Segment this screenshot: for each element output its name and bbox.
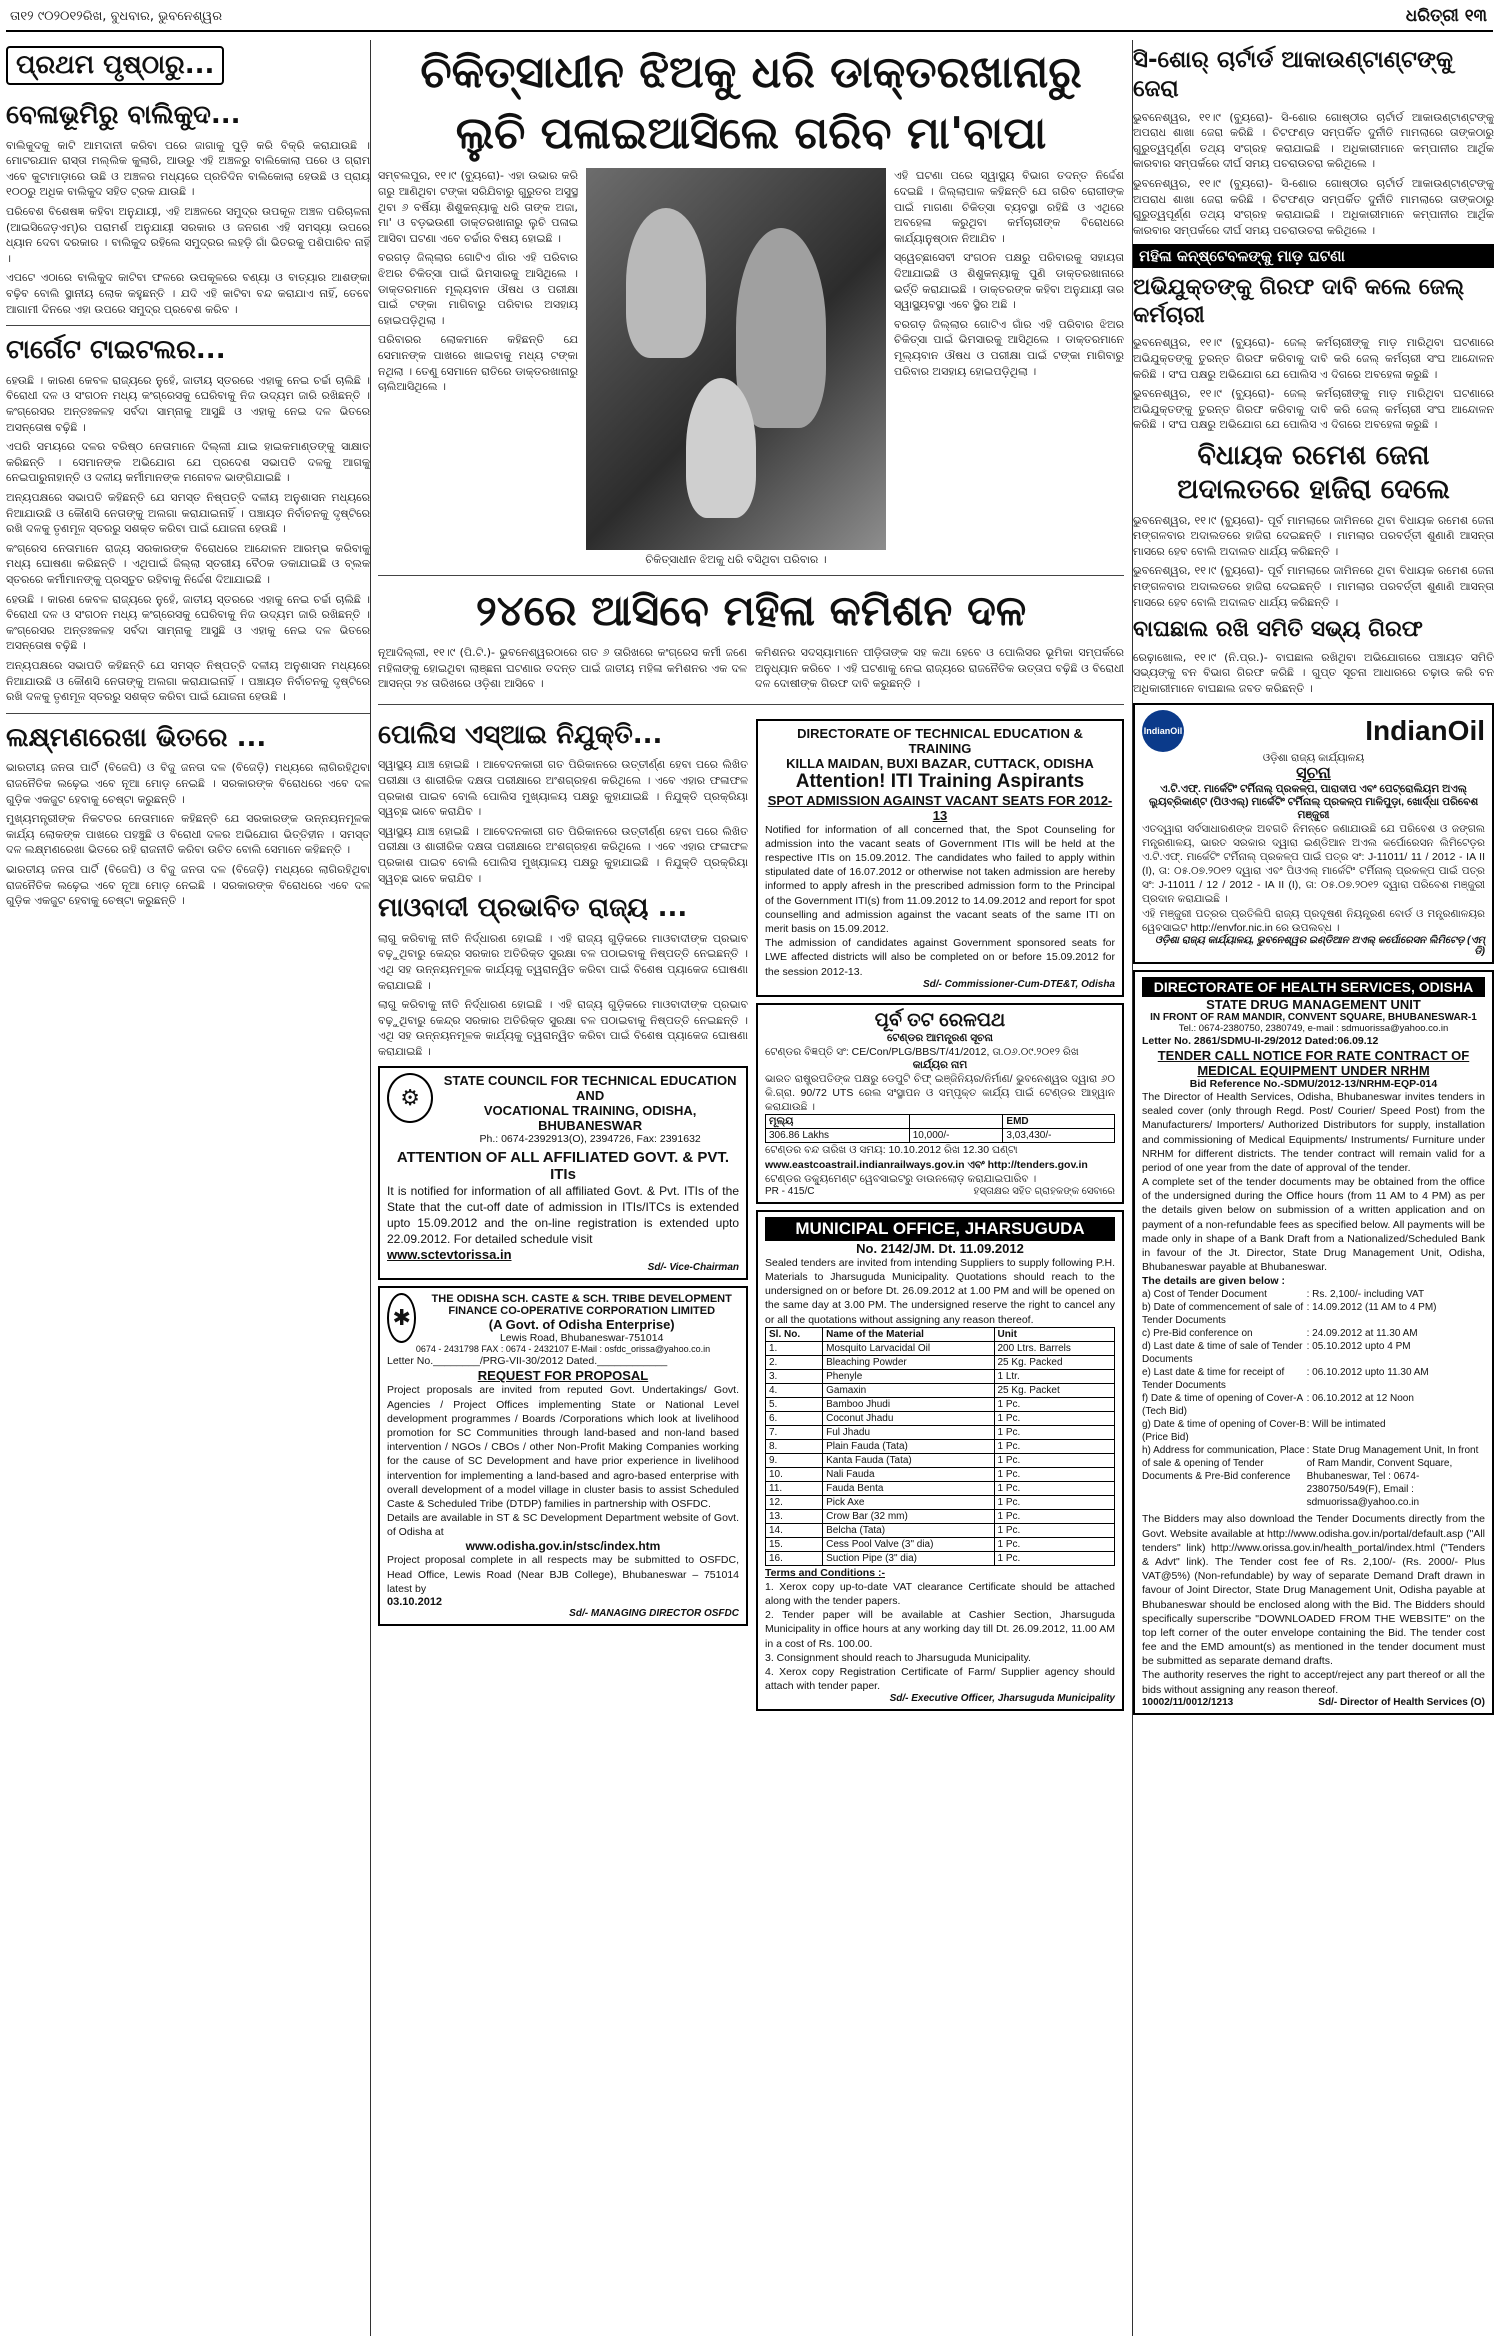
table-cell-unit: 200 Ltrs. Barrels [994,1341,1115,1355]
ecor-foot: ହସ୍ତାକ୍ଷର ସହିତ ଗ୍ରାହକଙ୍କ ସେବାରେ [973,1185,1115,1197]
detail-value: : 05.10.2012 upto 4 PM [1306,1341,1411,1353]
ecor-code: PR - 415/C [765,1185,815,1197]
article-body: କଂଗ୍ରେସ ନେତାମାନେ ରାଜ୍ୟ ସରକାରଙ୍କ ବିରୋଧରେ ଆନ୍ଦୋଳନ ଆରମ୍ଭ କରିବାକୁ ମଧ୍ୟ ଘୋଷଣା କରିଛନ୍ତି । ଏଥିପାଇଁ ଜିଲ୍ଲା ସ୍ତରୀୟ ବୈଠକ ଡକାଯାଇଛି ଓ ବ୍ଲକ ସ୍ତରରେ କର୍ମୀମାନଙ୍କୁ ପ୍ରସ୍ତୁତ ରହିବାକୁ ନିର୍ଦ୍ଦେଶ ଦିଆଯାଇଛି । [6,541,370,587]
ecor-work: ଭାରତ ରାଷ୍ଟ୍ରପତିଙ୍କ ପକ୍ଷରୁ ଡେପୁଟି ଚିଫ୍ ଇଞ୍ଜିନିୟର/ନିର୍ମାଣ/ ଭୁବନେଶ୍ୱର ଦ୍ୱାରା ୬୦ କି.ଗ୍ରା. 90/72 UTS ରେଲ ସଂସ୍ଥାପନ ଓ ସମ୍ପୃକ୍ତ କାର୍ଯ୍ୟ ପାଇଁ ଟେଣ୍ଡର ଆହ୍ୱାନ କରାଯାଉଛି । [765,1072,1115,1114]
osfdc-link[interactable]: www.odisha.gov.in/stsc/index.htm [465,1539,661,1554]
detail-row [1142,1392,1485,1418]
table-cell-name: Crow Bar (32 mm) [823,1509,994,1523]
article-body: ନୂଆଦିଲ୍ଲୀ, ୧୧।୯ (ପି.ଟି.)- ଭୁବନେଶ୍ୱରଠାରେ ଗତ ୬ ତାରିଖରେ କଂଗ୍ରେସ କର୍ମୀ ଜଣେ ମହିଳାଙ୍କୁ ହୋଇଥିବା ଲାଞ୍ଛନା ଘଟଣାର ତଦନ୍ତ ପାଇଁ ଜାତୀୟ ମହିଳା କମିଶନର ଏକ ଦଳ ଆସନ୍ତା ୨୪ ତାରିଖରେ ଓଡ଼ିଶା ଆସିବେ । [378,645,747,691]
left-column [6,40,371,2336]
lead-headline-line2: ଲୁଚି ପଳାଇଆସିଲେ ଗରିବ ମା'ବାପା [455,108,1047,160]
article-body: ସ୍ୱାସ୍ଥ୍ୟ ଯାଞ୍ଚ ହୋଇଛି । ଆବେଦନକାରୀ ଗତ ପିରିକାନରେ ଉତ୍ତୀର୍ଣ୍ଣ ହେବା ପରେ ଲିଖିତ ପରୀକ୍ଷା ଓ ଶାରୀରିକ ଦକ୍ଷତା ପରୀକ୍ଷାରେ ଅଂଶଗ୍ରହଣ କରିଥିଲେ । ଏବେ ଏହାର ଫଳାଫଳ ପ୍ରକାଶ ପାଇବ ବୋଲି ପୋଲିସ ମୁଖ୍ୟାଳୟ ପକ୍ଷରୁ କୁହାଯାଇଛି । ନିଯୁକ୍ତି ପ୍ରକ୍ରିୟା ସ୍ୱଚ୍ଛ ଭାବେ କରାଯିବ । [378,758,748,819]
ecor-web[interactable]: www.eastcoastrail.indianrailways.gov.in ଏବଂ http://tenders.gov.in [765,1158,1088,1171]
article-headline: ସି-ଶୋର୍ ଚାର୍ଟାର୍ଡ ଆକାଉଣ୍ଟାଣ୍ଟଙ୍କୁ ଜେରା [1133,47,1454,102]
ecor-fee: 10,000/- [909,1129,1003,1143]
table-cell-sl: 6. [766,1411,823,1425]
detail-key: g) Date & time of opening of Cover-B (Price Bid) [1142,1419,1306,1444]
article-body: ମୁଖ୍ୟମନ୍ତ୍ରୀଙ୍କ ନିକଟତର ନେତାମାନେ କହିଛନ୍ତି ଯେ ସରକାରଙ୍କ ଉନ୍ନୟନମୂଳକ କାର୍ଯ୍ୟ ଲୋକଙ୍କ ପାଖରେ ପହଞ୍ଚୁଛି ଓ ବିରୋଧୀ ଦଳର ଅଭିଯୋଗ ଭିତ୍ତିହୀନ । ସମସ୍ତ ଦଳ ଲକ୍ଷ୍ମଣରେଖା ଭିତରେ ରହି ରାଜନୀତି କରିବା ଉଚିତ ବୋଲି ସେମାନେ କହିଛନ୍ତି । [6,812,370,857]
indianoil-body2: ଏହି ମଞ୍ଜୁରୀ ପତ୍ରର ପ୍ରତିଲିପି ରାଜ୍ୟ ପ୍ରଦୂଷଣ ନିୟନ୍ତ୍ରଣ ବୋର୍ଡ ଓ ମନ୍ତ୍ରଣାଳୟର ୱେବସାଇଟ http://envfor.nic.in ରେ ଉପଲବ୍ଧ । [1142,907,1485,934]
table-cell-unit: 1 Pc. [994,1439,1115,1453]
lead-headline-line1: ଚିକିତ୍ସାଧୀନ ଝିଅକୁ ଧରି ଡାକ୍ତରଖାନାରୁ [420,47,1082,98]
osfdc-deadline: 03.10.2012 [387,1595,443,1608]
table-cell-sl: 15. [766,1537,823,1551]
article-body: ଭୁବନେଶ୍ୱର, ୧୧।୯ (ବ୍ୟୁରୋ)- ସି-ଶୋର ଗୋଷ୍ଠୀର ଚାର୍ଟାର୍ଡ ଆକାଉଣ୍ଟାଣ୍ଟଙ୍କୁ ଅପରାଧ ଶାଖା ଜେରା କରିଛି । ଚିଟଫଣ୍ଡ ସମ୍ପର୍କିତ ଦୁର୍ନୀତି ମାମଲାରେ ତାଙ୍କଠାରୁ ଗୁରୁତ୍ୱପୂର୍ଣ୍ଣ ତଥ୍ୟ ସଂଗ୍ରହ କରାଯାଇଛି । ଅଧିକାରୀମାନେ କମ୍ପାନୀର ଆର୍ଥିକ କାରବାର ସମ୍ପର୍କରେ ଦୀର୍ଘ ସମୟ ପଚରାଉଚରା କରିଥିଲେ । [1133,176,1494,237]
table-cell-unit: 1 Pc. [994,1509,1115,1523]
table-row [766,1369,1115,1383]
detail-key: f) Date & time of opening of Cover-A (Tech Bid) [1142,1393,1303,1418]
right-column [1132,40,1494,2336]
table-cell-unit: 1 Pc. [994,1453,1115,1467]
dhs-sign: Sd/- Director of Health Services (O) [1318,1696,1485,1708]
lead-text-col [378,168,578,567]
detail-key: a) Cost of Tender Document [1142,1289,1267,1301]
table-cell-unit: 1 Pc. [994,1495,1115,1509]
masthead [6,4,1493,32]
osfdc-org: THE ODISHA SCH. CASTE & SCH. TRIBE DEVELOPMENT FINANCE CO-OPERATIVE CORPORATION LIMITED [431,1293,732,1318]
article-headline: ଟାର୍ଗେଟ ଟାଇଟଲର... [6,335,226,366]
dte-sign: Sd/- Commissioner-Cum-DTE&T, Odisha [922,978,1115,990]
osfdc-body3: Project proposal complete in all respects may be submitted to OSFDC, Head Office, Lewis Road (Near BJB College), Bhubaneswar – 751014 latest by [387,1554,739,1595]
detail-row [1142,1288,1485,1301]
headline-women-commission: ୨୪ରେ ଆସିବେ ମହିଳା କମିଶନ ଦଳ [475,586,1027,636]
article-body: ଏପରି ସମୟରେ ଦଳର ବରିଷ୍ଠ ନେତାମାନେ ଦିଲ୍ଲୀ ଯାଇ ହାଇକମାଣ୍ଡଙ୍କୁ ସାକ୍ଷାତ କରିଛନ୍ତି । ସେମାନଙ୍କ ଅଭିଯୋଗ ଯେ ପ୍ରଦେଶ ସଭାପତି ଦଳକୁ ଆଗକୁ ନେଇପାରୁନାହାନ୍ତି ଓ ଦଳୀୟ କର୍ମୀମାନଙ୍କ ମନୋବଳ ଭାଙ୍ଗିଯାଇଛି । [6,440,370,485]
detail-key: b) Date of commencement of sale of Tender Documents [1142,1302,1304,1327]
table-cell-name: Fauda Benta [823,1481,994,1495]
detail-key: c) Pre-Bid conference on [1142,1328,1253,1340]
sctevt-link[interactable]: www.sctevtorissa.in [387,1247,512,1263]
ecor-ref: ଟେଣ୍ଡର ବିଜ୍ଞପ୍ତି ସଂ: CE/Con/PLG/BBS/T/41/2012, ତା.୦୬.୦୯.୨୦୧୨ ରିଖ [765,1045,1079,1058]
table-cell-sl: 2. [766,1355,823,1369]
article-headline: ଅଭିଯୁକ୍ତଙ୍କୁ ଗିରଫ ଦାବି କଲେ ଜେଲ୍ କର୍ମଚାରୀ [1133,275,1465,328]
detail-value: : Rs. 2,100/- including VAT [1306,1289,1425,1301]
detail-value: : 14.09.2012 (11 AM to 4 PM) [1306,1302,1437,1314]
jharsuguda-title: MUNICIPAL OFFICE, JHARSUGUDA [765,1217,1115,1241]
sctevt-heading: ATTENTION OF ALL AFFILIATED GOVT. & PVT. ITIs [396,1148,730,1183]
col-unit: Unit [994,1327,1115,1341]
detail-key: d) Last date & time of sale of Tender Documents [1142,1341,1303,1366]
dhs-bid: Bid Reference No.-SDMU/2012-13/NRHM-EQP-014 [1189,1078,1438,1091]
indianoil-body: ଏତଦ୍ୱାରା ସର୍ବସାଧାରଣଙ୍କ ଅବଗତି ନିମନ୍ତେ ଜଣାଯାଉଛି ଯେ ପରିବେଶ ଓ ଜଙ୍ଗଲ ମନ୍ତ୍ରଣାଳୟ, ଭାରତ ସରକାର ଦ୍ୱାରା ଇଣ୍ଡିଆନ ଅଏଲ କର୍ପୋରେସନ ଲିମିଟେଡ଼ର ଏ.ଟି.ଏଫ୍. ମାର୍କେଟିଂ ଟର୍ମିନାଲ୍ ପ୍ରକଳ୍ପ ପାଇଁ ପତ୍ର ସଂ: J-11011/ 11 / 2012 - IA II (I), ତା: ୦୫.୦୭.୨୦୧୨ ଦ୍ୱାରା ଏବଂ ପିଓଏଲ୍ ମାର୍କେଟିଂ ଟର୍ମିନାଲ୍ ପ୍ରକଳ୍ପ ପାଇଁ ପତ୍ର ସଂ: J-11011 / 12 / 2012 - IA II (I), ତା: ୦୫.୦୭.୨୦୧୨ ଦ୍ୱାରା ପରିବେଶ ମଞ୍ଜୁରୀ ପ୍ରଦାନ କରାଯାଇଛି । [1142,822,1485,906]
dte-body: Notified for information of all concerned that, the Spot Counseling for admission into the vacant seats of Government ITIs will be held at the respective ITIs on 15.09.2012. The candidates who failed to apply within stipulated date of 16.07.2012 or otherwise not taken admission are hereby informed to apply afresh in the prescribed admission form to the Principal of the Government ITI(s) from 11.09.2012 to 14.09.2012 and report for spot counselling and admission against the vacant seats of the same ITI on merit basis on 15.09.2012. [765,823,1115,935]
brand-name: ଧରିତ୍ରୀ [1405,6,1459,26]
table-cell-name: Kanta Fauda (Tata) [823,1453,994,1467]
article-body: ବରଗଡ଼ ଜିଲ୍ଲାର ଗୋଟିଏ ଗାଁର ଏହି ପରିବାର ଝିଅର ଚିକିତ୍ସା ପାଇଁ ଭିମସାରକୁ ଆସିଥିଲେ । ଡାକ୍ତରମାନେ ମୂଲ୍ୟବାନ ଔଷଧ ଓ ପରୀକ୍ଷା ପାଇଁ ଟଙ୍କା ମାଗିବାରୁ ପରିବାର ଅସହାୟ ହୋଇପଡ଼ିଥିଲା । [894,317,1124,378]
article-body: ଲାଗୁ କରିବାକୁ ନୀତି ନିର୍ଦ୍ଧାରଣ ହୋଇଛି । ଏହି ରାଜ୍ୟ ଗୁଡ଼ିକରେ ମାଓବାଦୀଙ୍କ ପ୍ରଭାବ ବଢ଼ୁଥିବାରୁ କେନ୍ଦ୍ର ସରକାର ଅତିରିକ୍ତ ସୁରକ୍ଷା ବଳ ପଠାଇବାକୁ ନିଷ୍ପତ୍ତି ନେଇଛନ୍ତି । ଏଥି ସହ ଉନ୍ନୟନମୂଳକ କାର୍ଯ୍ୟକୁ ତ୍ୱରାନ୍ୱିତ କରିବା ପାଇଁ ବିଶେଷ ପ୍ୟାକେଜ ଘୋଷଣା କରାଯାଇଛି । [378,931,748,992]
indianoil-title: ସୂଚନା [1296,764,1331,782]
detail-value: : Will be intimated [1306,1419,1386,1431]
article-headline: ବାଘଛାଲ ରଖି ସମିତି ସଭ୍ୟ ଗିରଫ [1133,617,1423,643]
table-cell-sl: 9. [766,1453,823,1467]
dhs-phone: Tel.: 0674-2380750, 2380749, e-mail : sdmuorissa@yahoo.co.in [1178,1022,1449,1034]
table-row [766,1453,1115,1467]
article-body: ରେଢ଼ାଖୋଲ, ୧୧।୯ (ନି.ପ୍ର.)- ବାଘଛାଲ ରଖିଥିବା ଅଭିଯୋଗରେ ପଞ୍ଚାୟତ ସମିତି ସଭ୍ୟଙ୍କୁ ବନ ବିଭାଗ ଗିରଫ କରିଛି । ଗୁପ୍ତ ସୂଚନା ଆଧାରରେ ଚଢ଼ାଉ କରି ବନ ଅଧିକାରୀମାନେ ବାଘଛାଲ ଜବତ କରିଛନ୍ତି । [1133,650,1494,695]
indianoil-sign: ଓଡ଼ିଶା ରାଜ୍ୟ କାର୍ଯ୍ୟାଳୟ, ଭୁବନେଶ୍ୱର ଇଣ୍ଡିଆନ ଅଏଲ୍ କର୍ପୋରେସନ ଲିମିଟେଡ଼ (ଏମ୍ ଡି) [1154,934,1485,957]
table-cell-unit: 1 Pc. [994,1425,1115,1439]
article-body: କମିଶନର ସଦସ୍ୟାମାନେ ପୀଡ଼ିତାଙ୍କ ସହ କଥା ହେବେ ଓ ପୋଲିସର ଭୂମିକା ସମ୍ପର୍କରେ ଅନୁଧ୍ୟାନ କରିବେ । ଏହି ଘଟଣାକୁ ନେଇ ରାଜ୍ୟରେ ରାଜନୈତିକ ଉତ୍ତାପ ବଢ଼ିଛି ଓ ବିରୋଧୀ ଦଳ ଦୋଷୀଙ୍କ ଗିରଫ ଦାବି କରୁଛନ୍ତି । [755,645,1124,691]
table-cell-name: Nali Fauda [823,1467,994,1481]
table-row [766,1383,1115,1397]
mid-left [378,713,748,1718]
table-cell-name: Pick Axe [823,1495,994,1509]
jharsuguda-tender [756,1210,1124,1711]
table-row [766,1523,1115,1537]
ecor-title: ପୂର୍ବ ତଟ ରେଳପଥ [874,1009,1006,1031]
article-body: ଅନ୍ୟପକ୍ଷରେ ସଭାପତି କହିଛନ୍ତି ଯେ ସମସ୍ତ ନିଷ୍ପତ୍ତି ଦଳୀୟ ଅନୁଶାସନ ମଧ୍ୟରେ ନିଆଯାଉଛି ଓ କୌଣସି ନେତାଙ୍କୁ ଅଲଗା କରାଯାଇନାହିଁ । ପଞ୍ଚାୟତ ନିର୍ବାଚନକୁ ଦୃଷ୍ଟିରେ ରଖି ଦଳକୁ ତୃଣମୂଳ ସ୍ତରରୁ ସଶକ୍ତ କରିବା ପାଇଁ ଯୋଜନା ହେଉଛି । [6,659,370,704]
table-row [766,1425,1115,1439]
ecor-emd: 3,03,430/- [1003,1129,1115,1143]
table-cell-unit: 25 Kg. Packed [994,1355,1115,1369]
article-body: ଭୁବନେଶ୍ୱର, ୧୧।୯ (ବ୍ୟୁରୋ)- ଜେଲ୍ କର୍ମଚାରୀଙ୍କୁ ମାଡ଼ ମାରିଥିବା ଘଟଣାରେ ଅଭିଯୁକ୍ତଙ୍କୁ ତୁରନ୍ତ ଗିରଫ କରିବାକୁ ଦାବି କରି ଜେଲ୍ କର୍ମଚାରୀ ସଂଘ ଆନ୍ଦୋଳନ କରିଛି । ସଂଘ ପକ୍ଷରୁ ଅଭିଯୋଗ ଯେ ପୋଲିସ ଏ ଦିଗରେ ଅବହେଳା କରୁଛି । [1133,336,1494,381]
sctevt-body: It is notified for information of all affiliated Govt. & Pvt. ITIs of the State that the cut-off date of admission in ITIs/ITCs is extended upto 15.09.2012 and the on-line registration is extended upto 22.09.2012. For detailed schedule visit [387,1183,739,1247]
detail-value: : State Drug Management Unit, In front of Ram Mandir, Convent Square, Bhubaneswar, Tel : 0674-2380750/549(F), Email : sdmuorissa@yahoo.co.in [1306,1445,1479,1509]
article-body: ସମ୍ବଲପୁର, ୧୧।୯ (ବ୍ୟୁରୋ)- ଏହା ଉଭାର କରି ଗରୁ ଆଣିଥିବା ଟଙ୍କା ସରିଯିବାରୁ ଗୁରୁତର ଅସୁସ୍ଥ ଥିବା ୬ ବର୍ଷିୟା ଶିଶୁକନ୍ୟାକୁ ଧରି ତାଙ୍କ ଅଜା, ମା' ଓ ବଡ଼ଭଉଣୀ ଡାକ୍ତରଖାନାରୁ ଲୁଚି ପଳାଇ ଆସିବା ଘଟଣା ଏବେ ଚର୍ଚ୍ଚାର ବିଷୟ ହୋଇଛି । [378,169,578,245]
table-cell-sl: 3. [766,1369,823,1383]
article-body: ସ୍ୱାସ୍ଥ୍ୟ ଯାଞ୍ଚ ହୋଇଛି । ଆବେଦନକାରୀ ଗତ ପିରିକାନରେ ଉତ୍ତୀର୍ଣ୍ଣ ହେବା ପରେ ଲିଖିତ ପରୀକ୍ଷା ଓ ଶାରୀରିକ ଦକ୍ଷତା ପରୀକ୍ଷାରେ ଅଂଶଗ୍ରହଣ କରିଥିଲେ । ଏବେ ଏହାର ଫଳାଫଳ ପ୍ରକାଶ ପାଇବ ବୋଲି ପୋଲିସ ମୁଖ୍ୟାଳୟ ପକ୍ଷରୁ କୁହାଯାଇଛି । ନିଯୁକ୍ତି ପ୍ରକ୍ରିୟା ସ୍ୱଚ୍ଛ ଭାବେ କରାଯିବ । [378,824,748,885]
photo-caption: ଚିକିତ୍ସାଧୀନ ଝିଅକୁ ଧରି ବସିଥିବା ପରିବାର । [645,553,827,567]
dhs-addr: IN FRONT OF RAM MANDIR, CONVENT SQUARE, BHUBANESWAR-1 [1150,1011,1477,1023]
table-cell-name: Mosquito Larvacidal Oil [823,1341,994,1355]
article-body: ଭୁବନେଶ୍ୱର, ୧୧।୯ (ବ୍ୟୁରୋ)- ପୂର୍ବ ମାମଲାରେ ଜାମିନରେ ଥିବା ବିଧାୟକ ରମେଶ ଜେନା ମଙ୍ଗଳବାର ଅଦାଲତରେ ହାଜିରା ଦେଇଛନ୍ତି । ମାମଲାର ପରବର୍ତ୍ତୀ ଶୁଣାଣି ଆସନ୍ତା ମାସରେ ହେବ ବୋଲି ଅଦାଲତ ଧାର୍ଯ୍ୟ କରିଛନ୍ତି । [1133,564,1494,609]
dhs-details [1142,1288,1485,1509]
ecor-dates: ଟେଣ୍ଡର ବନ୍ଦ ତାରିଖ ଓ ସମୟ: 10.10.2012 ରିଖ 12.30 ଘଣ୍ଟା [765,1144,1018,1157]
dte-org2: KILLA MAIDAN, BUXI BAZAR, CUTTACK, ODISHA [786,755,1094,771]
table-row [766,1439,1115,1453]
table-cell-sl: 8. [766,1439,823,1453]
article-headline: ପୋଲିସ ଏସ୍ଆଇ ନିଯୁକ୍ତି... [378,719,663,750]
sctevt-notice [378,1066,748,1281]
sctevt-phone: Ph.: 0674-2392913(O), 2394726, Fax: 2391632 [479,1132,701,1145]
article-body: ବରଗଡ଼ ଜିଲ୍ଲାର ଗୋଟିଏ ଗାଁର ଏହି ପରିବାର ଝିଅର ଚିକିତ୍ସା ପାଇଁ ଭିମସାରକୁ ଆସିଥିଲେ । ଡାକ୍ତରମାନେ ମୂଲ୍ୟବାନ ଔଷଧ ଓ ପରୀକ୍ଷା ପାଇଁ ଟଙ୍କା ମାଗିବାରୁ ପରିବାର ଅସହାୟ ହୋଇପଡ଼ିଥିଲା । [378,251,578,327]
article-body: ଭୁବନେଶ୍ୱର, ୧୧।୯ (ବ୍ୟୁରୋ)- ସି-ଶୋର ଗୋଷ୍ଠୀର ଚାର୍ଟାର୍ଡ ଆକାଉଣ୍ଟାଣ୍ଟଙ୍କୁ ଅପରାଧ ଶାଖା ଜେରା କରିଛି । ଚିଟଫଣ୍ଡ ସମ୍ପର୍କିତ ଦୁର୍ନୀତି ମାମଲାରେ ତାଙ୍କଠାରୁ ଗୁରୁତ୍ୱପୂର୍ଣ୍ଣ ତଥ୍ୟ ସଂଗ୍ରହ କରାଯାଇଛି । ଅଧିକାରୀମାନେ କମ୍ପାନୀର ଆର୍ଥିକ କାରବାର ସମ୍ପର୍କରେ ଦୀର୍ଘ ସମୟ ପଚରାଉଚରା କରିଥିଲେ । [1133,110,1494,171]
detail-row [1142,1327,1485,1340]
sctevt-sign: Sd/- Vice-Chairman [647,1262,739,1274]
table-row [766,1411,1115,1425]
table-cell-sl: 13. [766,1509,823,1523]
term-2: 2. Tender paper will be available at Cashier Section, Jharsuguda Municipality in office hours at any working day till Dt. 26.09.2012, 11.00 AM in a cost of Rs. 100.00. [765,1609,1115,1650]
article-body: ଭୁବନେଶ୍ୱର, ୧୧।୯ (ବ୍ୟୁରୋ)- ପୂର୍ବ ମାମଲାରେ ଜାମିନରେ ଥିବା ବିଧାୟକ ରମେଶ ଜେନା ମଙ୍ଗଳବାର ଅଦାଲତରେ ହାଜିରା ଦେଇଛନ୍ତି । ମାମଲାର ପରବର୍ତ୍ତୀ ଶୁଣାଣି ଆସନ୍ତା ମାସରେ ହେବ ବୋଲି ଅଦାଲତ ଧାର୍ଯ୍ୟ କରିଛନ୍ତି । [1133,513,1494,558]
detail-row [1142,1366,1485,1392]
table-cell-name: Bleaching Powder [823,1355,994,1369]
table-row [766,1537,1115,1551]
materials-table [765,1327,1115,1566]
article-body: ହେଉଛି । କାରଣ କେବଳ ରାଜ୍ୟରେ ନୁହେଁ, ଜାତୀୟ ସ୍ତରରେ ଏହାକୁ ନେଇ ଚର୍ଚ୍ଚା ଚାଲିଛି । ବିରୋଧୀ ଦଳ ଓ ସଂଗଠନ ମଧ୍ୟ କଂଗ୍ରେସକୁ ଘେରିବାକୁ ନିଜ ଉଦ୍ୟମ ଜାରି ରଖିଛନ୍ତି । କଂଗ୍ରେସର ଅନ୍ତଃକଳହ ସର୍ବଦା ସାମ୍ନାକୁ ଆସୁଛି ଓ ଏହାକୁ ନେଇ ଦଳ ଭିତରେ ଅସନ୍ତୋଷ ବଢ଼ିଛି । [6,592,370,653]
osfdc-title: REQUEST FOR PROPOSAL [477,1368,649,1384]
table-cell-sl: 16. [766,1551,823,1565]
dateline: ତା୧୨ ୯୦୨୦୧୨ରିଖ, ବୁଧବାର, ଭୁବନେଶ୍ୱର [10,9,223,24]
table-row [766,1467,1115,1481]
table-cell-unit: 1 Pc. [994,1551,1115,1565]
dhs-heading: TENDER CALL NOTICE FOR RATE CONTRACT OF MEDICAL EQUIPMENT UNDER NRHM [1157,1048,1470,1079]
osfdc-notice [378,1286,748,1626]
table-row [766,1495,1115,1509]
subhead-banner: ମହିଳା କନ୍ଷ୍ଟେବଳଙ୍କୁ ମାଡ଼ ଘଟଣା [1133,244,1494,268]
table-row [766,1551,1115,1565]
terms-head: Terms and Conditions :- [765,1566,885,1579]
divider [378,575,1124,576]
detail-row [1142,1301,1485,1327]
indianoil-sub: ଏ.ଟି.ଏଫ୍. ମାର୍କେଟିଂ ଟର୍ମିନାଲ୍ ପ୍ରକଳ୍ପ, ପାରାଦୀପ ଏବଂ ପେଟ୍ରୋଲିୟମ ଅଏଲ୍ ଲ୍ୟୁବ୍ରିକାଣ୍ଟ (ପିଓଏଲ୍) ମାର୍କେଟିଂ ଟର୍ମିନାଲ୍ ପ୍ରକଳ୍ପ ମାଳିପୁଡ଼ା, ଖୋର୍ଦ୍ଧା ପରିବେଶ ମଞ୍ଜୁରୀ [1148,782,1479,821]
divider [6,325,370,326]
article-body: ପରିବେଶ ବିଶେଷଜ୍ଞ କହିବା ଅନୁଯାୟୀ, ଏହି ଅଞ୍ଚଳରେ ସମୁଦ୍ର ଉପକୂଳ ଅଞ୍ଚଳ ପରିଚାଳନା (ଆଇସିଜେଡ଼ଏମ୍)ର ପରାମର୍ଶ ଅନୁଯାୟୀ ସରକାର ଓ ଜନଗଣ ଏହି ସମସ୍ୟା ଉପରେ ଧ୍ୟାନ ଦେବା ଦରକାର । ବାଲିକୁଦ ରହିଲେ ସମୁଦ୍ରର ଲହଡ଼ି ଗାଁ ଭିତରକୁ ପଶିପାରିବ ନାହିଁ । [6,204,370,265]
table-row [766,1355,1115,1369]
photo-block [586,168,886,567]
osfdc-letter: Letter No.________/PRG-VII-30/2012 Dated.____________ [387,1355,668,1368]
article-body: ଲାଗୁ କରିବାକୁ ନୀତି ନିର୍ଦ୍ଧାରଣ ହୋଇଛି । ଏହି ରାଜ୍ୟ ଗୁଡ଼ିକରେ ମାଓବାଦୀଙ୍କ ପ୍ରଭାବ ବଢ଼ୁଥିବାରୁ କେନ୍ଦ୍ର ସରକାର ଅତିରିକ୍ତ ସୁରକ୍ଷା ବଳ ପଠାଇବାକୁ ନିଷ୍ପତ୍ତି ନେଇଛନ୍ତି । ଏଥି ସହ ଉନ୍ନୟନମୂଳକ କାର୍ଯ୍ୟକୁ ତ୍ୱରାନ୍ୱିତ କରିବା ପାଇଁ ବିଶେଷ ପ୍ୟାକେଜ ଘୋଷଣା କରାଯାଇଛି । [378,998,748,1058]
table-cell-unit: 1 Pc. [994,1467,1115,1481]
article-body: ସ୍ୱେଚ୍ଛାସେବୀ ସଂଗଠନ ପକ୍ଷରୁ ପରିବାରକୁ ସହାୟତା ଦିଆଯାଇଛି ଓ ଶିଶୁକନ୍ୟାକୁ ପୁଣି ଡାକ୍ତରଖାନାରେ ଭର୍ତ୍ତି କରାଯାଇଛି । ଡାକ୍ତରଙ୍କ କହିବା ଅନୁଯାୟୀ ତାର ସ୍ୱାସ୍ଥ୍ୟବସ୍ଥା ଏବେ ସ୍ଥିର ଅଛି । [894,251,1124,312]
article-body: ଭାରତୀୟ ଜନତା ପାର୍ଟି (ବିଜେପି) ଓ ବିଜୁ ଜନତା ଦଳ (ବିଜେଡ଼ି) ମଧ୍ୟରେ ଲାଗିରହିଥିବା ରାଜନୈତିକ ଲଢ଼େଇ ଏବେ ନୂଆ ମୋଡ଼ ନେଇଛି । ସରକାରଙ୍କ ବିରୋଧରେ ଏବେ ଦଳ ଗୁଡ଼ିକ ଏକଜୁଟ ହେବାକୁ ଚେଷ୍ଟା କରୁଛନ୍ତି । [6,863,370,908]
dte-body2: The admission of candidates against Government sponsored seats for LWE affected districts will also be completed on or before 15.09.2012 for the session 2012-13. [765,937,1115,978]
indianoil-notice [1133,703,1494,964]
term-1: 1. Xerox copy up-to-date VAT clearance Certificate should be attached along with the tender papers. [765,1580,1115,1608]
detail-key: h) Address for communication, Place of sale & opening of Tender Documents & Pre-Bid conference [1142,1445,1305,1483]
term-3: 3. Consignment should reach to Jharsuguda Municipality. [765,1651,1031,1664]
detail-row [1142,1418,1485,1444]
section-heading: ପ୍ରଥମ ପୃଷ୍ଠାରୁ... [6,46,224,85]
dte-attention: Attention! ITI Training Aspirants [795,770,1085,792]
jharsuguda-no: No. 2142/JM. Dt. 11.09.2012 [856,1240,1024,1256]
article-headline: ବିଧାୟକ ରମେଶ ଜେନା ଅଦାଲତରେ ହାଜିରା ଦେଲେ [1177,440,1450,505]
dhs-body2: A complete set of the tender documents may be obtained from the office of the undersigned during the Office hours (from 11 AM to 4 PM) as per the details given below on submission of a written application and on payment of a non-refundable fees as specified below. All payments will be made only in shape of a Bank Draft from a Nationalized/Scheduled Bank in favour of the Jt. Director, State Drug Management Unit, Odisha, Bhubaneswar payable at Bhubaneswar. [1142,1176,1485,1274]
osfdc-sign: Sd/- MANAGING DIRECTOR OSFDC [569,1607,739,1619]
table-cell-name: Cess Pool Valve (3" dia) [823,1537,994,1551]
table-cell-name: Ful Jhadu [823,1425,994,1439]
detail-value: : 06.10.2012 at 12 Noon [1306,1393,1414,1405]
sctevt-logo-icon: ⚙ [387,1073,433,1123]
ecor-sub: ଟେଣ୍ଡର ଆମନ୍ତ୍ରଣ ସୂଚନା [887,1031,993,1044]
table-cell-sl: 14. [766,1523,823,1537]
ecor-cost-head: ମୂଲ୍ୟ [766,1115,910,1129]
article-body: ଏପଟେ ଏଠାରେ ବାଲିକୁଦ କାଟିବା ଫଳରେ ଉପକୂଳରେ ବଣ୍ୟା ଓ ବାତ୍ୟାର ଆଶଙ୍କା ବଢ଼ିବ ବୋଲି ସ୍ଥାନୀୟ ଲୋକ କହୁଛନ୍ତି । ଯଦି ଏହି କାଟିବା ବନ୍ଦ କରାଯାଏ ନାହିଁ, ତେବେ ଆଗାମୀ ଦିନରେ ଏହା ଉପରେ ସମୁଦ୍ର ପ୍ରବେଶ କରିବ । [6,271,370,316]
table-cell-sl: 7. [766,1425,823,1439]
dhs-body4: The authority reserves the right to accept/reject any part thereof or all the bids without assigning any reason thereof. [1142,1669,1485,1696]
table-cell-name: Belcha (Tata) [823,1523,994,1537]
table-cell-sl: 10. [766,1467,823,1481]
article-headline: ମାଓବାଦୀ ପ୍ରଭାବିତ ରାଜ୍ୟ ... [378,893,688,924]
ecor-tender [756,1003,1124,1204]
osfdc-logo-icon: ✱ [387,1293,416,1343]
ecor-work-head: କାର୍ଯ୍ୟର ନାମ [912,1058,968,1071]
table-cell-unit: 1 Pc. [994,1537,1115,1551]
table-cell-name: Phenyle [823,1369,994,1383]
table-cell-name: Suction Pipe (3" dia) [823,1551,994,1565]
col-name: Name of the Material [823,1327,994,1341]
dhs-code: 10002/11/0012/1213 [1142,1696,1234,1708]
ecor-fee-head [909,1115,1003,1129]
dhs-title: DIRECTORATE OF HEALTH SERVICES, ODISHA [1142,977,1485,997]
osfdc-addr: Lewis Road, Bhubaneswar-751014 [499,1332,664,1345]
article-body: ଅନ୍ୟପକ୍ଷରେ ସଭାପତି କହିଛନ୍ତି ଯେ ସମସ୍ତ ନିଷ୍ପତ୍ତି ଦଳୀୟ ଅନୁଶାସନ ମଧ୍ୟରେ ନିଆଯାଉଛି ଓ କୌଣସି ନେତାଙ୍କୁ ଅଲଗା କରାଯାଇନାହିଁ । ପଞ୍ଚାୟତ ନିର୍ବାଚନକୁ ଦୃଷ୍ଟିରେ ରଖି ଦଳକୁ ତୃଣମୂଳ ସ୍ତରରୁ ସଶକ୍ତ କରିବା ପାଇଁ ଯୋଜନା ହେଉଛି । [6,490,370,536]
article-headline: ବେଳାଭୂମିରୁ ବାଲିକୁଦ... [6,100,241,130]
article-body: ବାଲିକୁଦକୁ କାଟି ଆମଦାନୀ କରିବା ପରେ ଜାଗାକୁ ପୁଡ଼ି କରି ବିକ୍ରି କରାଯାଉଛି । ମୋଟରଯାନ ରାସ୍ତା ମଲ୍ଲିକ କୁଲାରି, ଆଉରୁ ଏହି ଅଞ୍ଚଳରୁ ବାଲିକୋଲା ପରେ ଓ ଗ୍ରାମ ଏବେ କୁଟାମାଡ଼ାରେ ଉଛି ଓ ଅଞ୍ଚଳର ମଧ୍ୟରେ ପ୍ରତିଦିନ ବାଲିକୋଲା ହେଉଛି ଓ ପ୍ରାୟ ୧୦୦ରୁ ଅଧିକ ବାଲିକୁଦ ସହିତ ଟ୍ରକ ଯାଉଛି । [6,138,370,199]
table-cell-sl: 12. [766,1495,823,1509]
dte-title: SPOT ADMISSION AGAINST VACANT SEATS FOR 2012-13 [767,792,1113,823]
table-cell-sl: 11. [766,1481,823,1495]
dhs-details-head: The details are given below : [1142,1275,1285,1288]
commission-story [378,645,1124,696]
divider [378,704,1124,705]
sctevt-title: STATE COUNCIL FOR TECHNICAL EDUCATION AND [443,1072,737,1103]
osfdc-body: Project proposals are invited from reputed Govt. Undertakings/ Govt. Agencies / Project Offices implementing State or National Level development programmes / Boards /Corporations which look at livelihood promotion for SC Communities through land-based and non-land based intervention / NGOs / CBOs / other Non-Profit Making Companies working for the cause of SC Development and have prior experience in livelihood intervention for implementing a land-based and agro-based enterprise with overall development of a model village in cluster basis to assist Scheduled Caste & Scheduled Tribe (DTDP) families in partnership with OSFDC. [387,1384,739,1510]
article-body: ଭାରତୀୟ ଜନତା ପାର୍ଟି (ବିଜେପି) ଓ ବିଜୁ ଜନତା ଦଳ (ବିଜେଡ଼ି) ମଧ୍ୟରେ ଲାଗିରହିଥିବା ରାଜନୈତିକ ଲଢ଼େଇ ଏବେ ନୂଆ ମୋଡ଼ ନେଇଛି । ସରକାରଙ୍କ ବିରୋଧରେ ଏବେ ଦଳ ଗୁଡ଼ିକ ଏକଜୁଟ ହେବାକୁ ଚେଷ୍ଟା କରୁଛନ୍ତି । [6,761,370,806]
table-cell-sl: 4. [766,1383,823,1397]
osfdc-body2: Details are available in ST & SC Development Department website of Govt. of Odisha at [387,1512,739,1539]
detail-row [1142,1444,1485,1509]
table-row [766,1509,1115,1523]
table-cell-unit: 1 Pc. [994,1411,1115,1425]
page-header-right [1406,6,1487,26]
table-cell-unit: 1 Pc. [994,1481,1115,1495]
dhs-body: The Director of Health Services, Odisha, Bhubaneswar invites tenders in sealed cover (only through Regd. Post/ Courier/ Speed Post) from the Manufacturers/ Importers/ Authorized Distributors for supply, installation and commissioning of Medical Equipments/ Instruments/ Furniture under NRHM for different districts. The tender contract will remain valid for a period of one year from the date of approval of the tender. [1142,1091,1485,1174]
dhs-body3: The Bidders may also download the Tender Documents directly from the Govt. Website available at http://www.odisha.gov.in/portal/default.asp ("All tenders" link) http://www.orissa.gov.in/health_portal/index.html ("Tenders & Advt" link). The Tender cost fee of Rs. 2,100/- (Rs. 2000/- Plus VAT@5%) (Non-refundable) by way of separate Demand Draft drawn in favour of Joint Director, State Drug Management Unit, Odisha payable at Bhubaneswar should be enclosed along with the Bid. The Bidders should specifically superscribe "DOWNLOADED FROM THE WEBSITE" on the top left corner of the outer envelope containing the Bid. The tender cost fee and the EMD amount(s) as mentioned in the tender document must be submitted as separate demand drafts. [1142,1513,1485,1668]
table-cell-name: Coconut Jhadu [823,1411,994,1425]
mid-section [378,713,1124,1718]
table-row [766,1397,1115,1411]
dhs-sub: STATE DRUG MANAGEMENT UNIT [1206,996,1421,1012]
table-row [766,1341,1115,1355]
detail-row [1142,1340,1485,1366]
dte-org: DIRECTORATE OF TECHNICAL EDUCATION & TRAINING [797,725,1083,756]
col-sl: Sl. No. [766,1327,823,1341]
article-body: ପରିବାରର ଲୋକମାନେ କହିଛନ୍ତି ଯେ ସେମାନଙ୍କ ପାଖରେ ଖାଇବାକୁ ମଧ୍ୟ ଟଙ୍କା ନଥିଲା । ତେଣୁ ସେମାନେ ରାତିରେ ଡାକ୍ତରଖାନାରୁ ଚାଲିଆସିଥିଲେ । [378,333,578,394]
sctevt-title: VOCATIONAL TRAINING, ODISHA, BHUBANESWAR [483,1102,697,1133]
jharsuguda-body: Sealed tenders are invited from intending Suppliers to supply following P.H. Materials to Jharsuguda Municipality. Quotations should reach to the undersigned on or before Dt. 26.09.2012 at 1.00 PM and will be opened on the same day at 3.00 PM. The undersigned reserve the right to cancel any or all the quotations without assigning any reason thereof. [765,1256,1115,1326]
dhs-tender [1133,970,1494,1715]
indianoil-logo-icon: IndianOil [1142,710,1184,752]
lead-story [378,168,1124,567]
table-cell-name: Bamboo Jhudi [823,1397,994,1411]
ecor-cost: 306.86 Lakhs [766,1129,910,1143]
article-body: ହେଉଛି । କାରଣ କେବଳ ରାଜ୍ୟରେ ନୁହେଁ, ଜାତୀୟ ସ୍ତରରେ ଏହାକୁ ନେଇ ଚର୍ଚ୍ଚା ଚାଲିଛି । ବିରୋଧୀ ଦଳ ଓ ସଂଗଠନ ମଧ୍ୟ କଂଗ୍ରେସକୁ ଘେରିବାକୁ ନିଜ ଉଦ୍ୟମ ଜାରି ରଖିଛନ୍ତି । କଂଗ୍ରେସର ଅନ୍ତଃକଳହ ସର୍ବଦା ସାମ୍ନାକୁ ଆସୁଛି ଓ ଏହାକୁ ନେଇ ଦଳ ଭିତରେ ଅସନ୍ତୋଷ ବଢ଼ିଛି । [6,373,370,434]
page-number: ୧୩ [1464,6,1487,26]
osfdc-sub: (A Govt. of Odisha Enterprise) [488,1317,675,1333]
table-cell-unit: 1 Pc. [994,1397,1115,1411]
table-cell-name: Plain Fauda (Tata) [823,1439,994,1453]
ecor-note: ଟେଣ୍ଡର ଡକ୍ୟୁମେଣ୍ଟ ୱେବସାଇଟରୁ ଡାଉନଲୋଡ଼ କରାଯାଇପାରିବ । [765,1172,1037,1185]
term-4: 4. Xerox copy Registration Certificate of Farm/ Supplier agency should attach with tender paper. [765,1665,1115,1693]
table-cell-name: Gamaxin [823,1383,994,1397]
indianoil-brand: IndianOil [1365,714,1485,746]
table-cell-sl: 5. [766,1397,823,1411]
table-cell-unit: 1 Pc. [994,1523,1115,1537]
dte-notice [756,719,1124,997]
dhs-letter: Letter No. 2861/SDMU-II-29/2012 Dated:06.09.12 [1142,1034,1379,1047]
jharsuguda-sign: Sd/- Executive Officer, Jharsuguda Municipality [889,1693,1115,1705]
lead-text-col [894,168,1124,567]
table-cell-unit: 1 Ltr. [994,1369,1115,1383]
ecor-cost-table [765,1114,1115,1143]
article-headline: ଲକ୍ଷ୍ମଣରେଖା ଭିତରେ ... [6,722,267,753]
center-column [378,40,1124,2336]
detail-value: : 24.09.2012 at 11.30 AM [1306,1328,1418,1340]
news-photo [586,168,886,550]
article-body: ଭୁବନେଶ୍ୱର, ୧୧।୯ (ବ୍ୟୁରୋ)- ଜେଲ୍ କର୍ମଚାରୀଙ୍କୁ ମାଡ଼ ମାରିଥିବା ଘଟଣାରେ ଅଭିଯୁକ୍ତଙ୍କୁ ତୁରନ୍ତ ଗିରଫ କରିବାକୁ ଦାବି କରି ଜେଲ୍ କର୍ମଚାରୀ ସଂଘ ଆନ୍ଦୋଳନ କରିଛି । ସଂଘ ପକ୍ଷରୁ ଅଭିଯୋଗ ଯେ ପୋଲିସ ଏ ଦିଗରେ ଅବହେଳା କରୁଛି । [1133,387,1494,432]
table-cell-unit: 25 Kg. Packet [994,1383,1115,1397]
ecor-emd-head: EMD [1003,1115,1115,1129]
detail-value: : 06.10.2012 upto 11.30 AM [1306,1367,1429,1379]
mid-right [756,713,1124,1718]
table-cell-sl: 1. [766,1341,823,1355]
table-row [766,1481,1115,1495]
detail-key: e) Last date & time for receipt of Tender Documents [1142,1367,1285,1392]
osfdc-phone: 0674 - 2431798 FAX : 0674 - 2432107 E-Mail : osfdc_orissa@yahoo.co.in [415,1344,711,1355]
indianoil-line1: ଓଡ଼ିଶା ରାଜ୍ୟ କାର୍ଯ୍ୟାଳୟ [1262,751,1365,764]
divider [6,713,370,714]
article-body: ଏହି ଘଟଣା ପରେ ସ୍ୱାସ୍ଥ୍ୟ ବିଭାଗ ତଦନ୍ତ ନିର୍ଦ୍ଦେଶ ଦେଇଛି । ଜିଲ୍ଲାପାଳ କହିଛନ୍ତି ଯେ ଗରିବ ରୋଗୀଙ୍କ ପାଇଁ ମାଗଣା ଚିକିତ୍ସା ବ୍ୟବସ୍ଥା ରହିଛି ଓ ଏଥିରେ ଅବହେଳା କରୁଥିବା କର୍ମଚାରୀଙ୍କ ବିରୋଧରେ କାର୍ଯ୍ୟାନୁଷ୍ଠାନ ନିଆଯିବ । [894,169,1124,245]
